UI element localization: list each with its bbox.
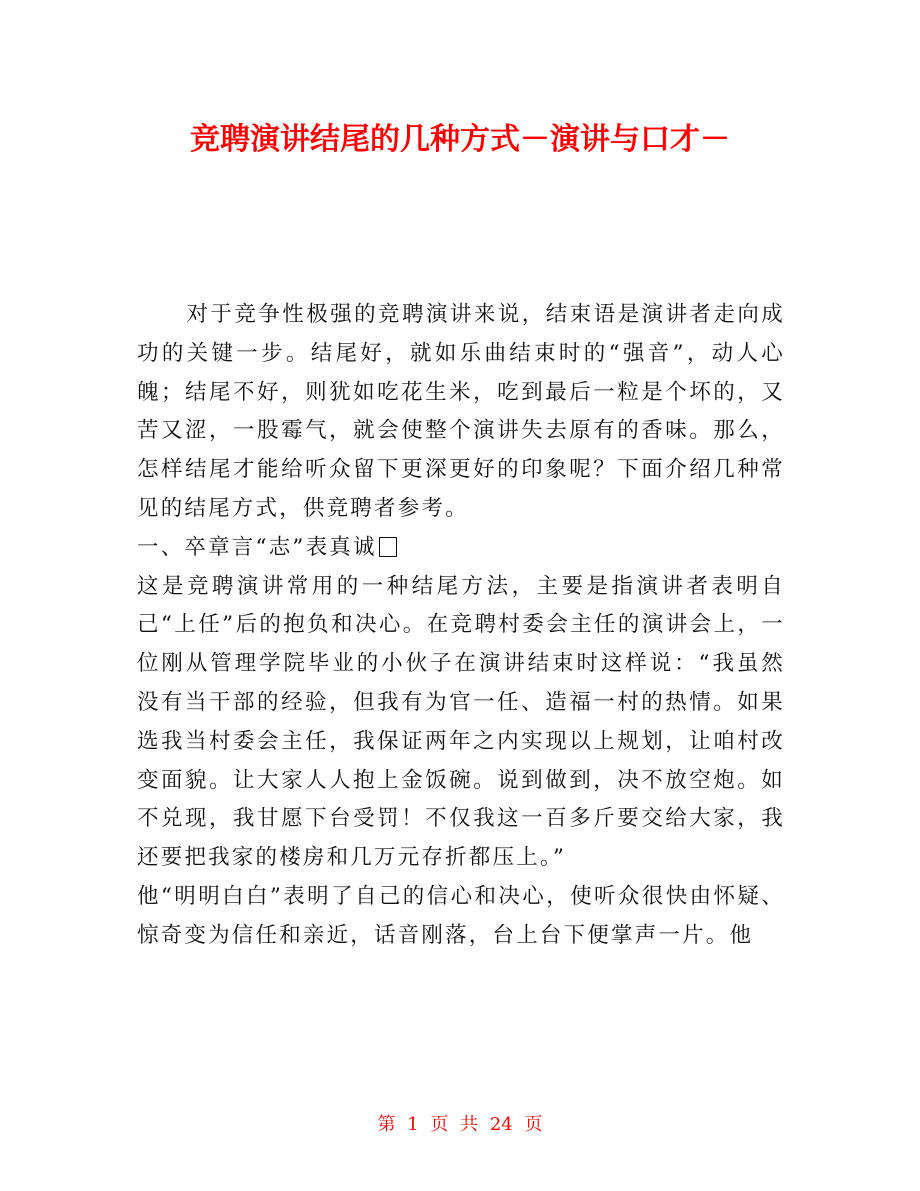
document-title: 竞聘演讲结尾的几种方式－演讲与口才－ xyxy=(190,122,730,157)
section-heading-text: 一、卒章言“志”表真诚 xyxy=(137,534,377,560)
missing-glyph-box-icon xyxy=(379,537,397,557)
section-body-paragraph: 这是竞聘演讲常用的一种结尾方法，主要是指演讲者表明自己“上任”后的抱负和决心。在竞聘村委会主任的演讲会上，一位刚从管理学院毕业的小伙子在演讲结束时这样说：“我虽然没有当干部的经验，但我有为官一任、造福一村的热情。如果选我当村委会主任，我保证两年之内实现以上规划，让咱村改变面貌。让大家人人抱上金饭碗。说到做到，决不放空炮。如不兑现，我甘愿下台受罚！不仅我这一百多斤要交给大家，我还要把我家的楼房和几万元存折都压上。” xyxy=(137,573,785,871)
intro-paragraph: 对于竞争性极强的竞聘演讲来说，结束语是演讲者走向成功的关键一步。结尾好，就如乐曲结束时的“强音”，动人心魄；结尾不好，则犹如吃花生米，吃到最后一粒是个坏的，又苦又涩，一股霉气，就会使整个演讲失去原有的香味。那么，怎样结尾才能给听众留下更深更好的印象呢？下面介绍几种常见的结尾方式，供竞聘者参考。 xyxy=(137,302,785,521)
followup-paragraph: 他“明明白白”表明了自己的信心和决心，使听众很快由怀疑、惊奇变为信任和亲近，话音刚落，台上台下便掌声一片。他 xyxy=(137,883,785,948)
section-heading xyxy=(137,529,785,568)
document-body xyxy=(137,296,785,956)
page-footer: 第 1 页 共 24 页 xyxy=(377,1114,543,1135)
